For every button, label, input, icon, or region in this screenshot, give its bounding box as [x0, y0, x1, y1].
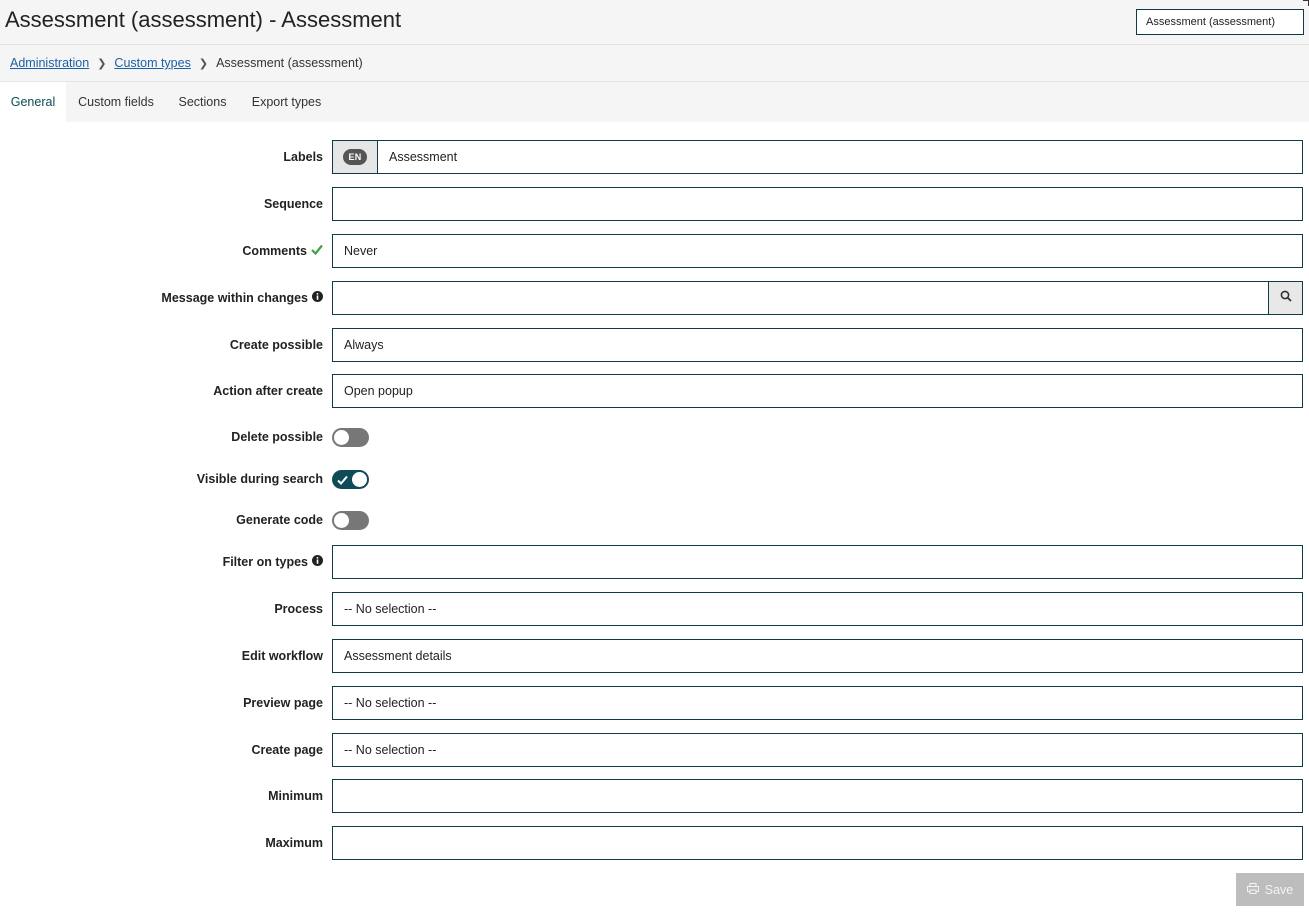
message-within-changes-input[interactable]	[332, 281, 1269, 315]
minimum-label-text: Minimum	[268, 789, 323, 803]
comments-label	[242, 234, 323, 268]
language-badge: EN	[343, 149, 366, 165]
minimum-input[interactable]	[332, 779, 1303, 813]
tab-custom-fields[interactable]: Custom fields	[78, 95, 154, 109]
generate-code-label-text: Generate code	[236, 513, 323, 527]
preview-page-label-text: Preview page	[243, 696, 323, 710]
labels-input[interactable]: Assessment	[377, 140, 1303, 174]
filter-on-types-label	[223, 545, 323, 579]
delete-possible-row	[0, 420, 1309, 454]
tab-sections[interactable]: Sections	[178, 95, 227, 109]
info-icon[interactable]	[312, 545, 323, 579]
process-row	[0, 592, 1309, 626]
process-label-text: Process	[274, 602, 323, 616]
type-select[interactable]: Assessment (assessment)	[1136, 9, 1304, 35]
create-page-select[interactable]: -- No selection --	[332, 733, 1303, 767]
generate-code-label	[236, 503, 323, 537]
toggle-knob	[352, 472, 367, 487]
edit-workflow-select[interactable]: Assessment details	[332, 639, 1303, 673]
visible-during-search-toggle[interactable]	[332, 470, 369, 489]
comments-row	[0, 234, 1309, 268]
page-title: Assessment (assessment) - Assessment	[5, 7, 402, 32]
action-after-create-select[interactable]: Open popup	[332, 374, 1303, 408]
preview-page-select[interactable]: -- No selection --	[332, 686, 1303, 720]
minimum-row	[0, 779, 1309, 813]
sequence-label-text: Sequence	[263, 197, 323, 211]
action-after-create-label-text: Action after create	[213, 384, 323, 398]
tab-export-types[interactable]: Export types	[251, 95, 322, 109]
chevron-right-icon: ❯	[198, 57, 209, 70]
filter-on-types-label-text: Filter on types	[222, 555, 308, 569]
create-page-label-text: Create page	[251, 743, 323, 757]
breadcrumb	[10, 56, 363, 70]
create-page-row	[0, 733, 1309, 767]
check-icon	[337, 473, 348, 491]
preview-page-label	[243, 686, 323, 720]
breadcrumb-link-administration[interactable]: Administration	[10, 56, 90, 70]
printer-icon	[1247, 883, 1259, 897]
save-label: Save	[1264, 882, 1294, 897]
filter-on-types-input[interactable]	[332, 545, 1303, 579]
sequence-input[interactable]	[332, 187, 1303, 221]
toggle-knob	[334, 430, 349, 445]
message-within-changes-label	[161, 281, 323, 315]
labels-row	[0, 140, 1309, 174]
maximum-label	[265, 826, 323, 860]
search-icon	[1280, 289, 1292, 307]
maximum-input[interactable]	[332, 826, 1303, 860]
filter-on-types-row	[0, 545, 1309, 579]
info-icon[interactable]	[312, 281, 323, 315]
language-selector[interactable]	[332, 140, 378, 174]
toggle-knob	[334, 513, 349, 528]
maximum-row	[0, 826, 1309, 860]
generate-code-toggle[interactable]	[332, 511, 369, 530]
chevron-right-icon: ❯	[97, 57, 107, 70]
create-page-label	[251, 733, 323, 767]
breadcrumb-current: Assessment (assessment)	[216, 56, 363, 70]
breadcrumb-bar	[0, 45, 1309, 82]
generate-code-row	[0, 503, 1309, 537]
tab-general[interactable]: General	[0, 82, 66, 122]
tabs-bar	[0, 82, 1309, 122]
edit-workflow-row	[0, 639, 1309, 673]
action-after-create-label	[213, 374, 323, 408]
search-button[interactable]	[1268, 281, 1303, 315]
edit-workflow-label	[242, 639, 323, 673]
action-after-create-row	[0, 374, 1309, 408]
create-possible-label-text: Create possible	[229, 338, 323, 352]
message-within-changes-row	[0, 281, 1309, 315]
preview-page-row	[0, 686, 1309, 720]
visible-during-search-label-text: Visible during search	[196, 472, 323, 486]
corner-mark	[1303, 0, 1309, 6]
maximum-label-text: Maximum	[265, 836, 323, 850]
check-icon	[311, 234, 323, 268]
create-possible-row	[0, 328, 1309, 362]
process-label	[274, 592, 323, 626]
create-possible-label	[230, 328, 323, 362]
delete-possible-label-text: Delete possible	[231, 430, 323, 444]
minimum-label	[268, 779, 323, 813]
edit-workflow-label-text: Edit workflow	[241, 649, 323, 663]
visible-during-search-row	[0, 462, 1309, 496]
create-possible-select[interactable]: Always	[332, 328, 1303, 362]
top-bar	[0, 0, 1309, 45]
save-button[interactable]	[1236, 873, 1304, 906]
breadcrumb-link-custom-types[interactable]: Custom types	[114, 56, 191, 70]
visible-during-search-label	[197, 462, 323, 496]
process-select[interactable]: -- No selection --	[332, 592, 1303, 626]
sequence-label	[264, 187, 323, 221]
delete-possible-label	[231, 420, 323, 454]
comments-select[interactable]: Never	[332, 234, 1303, 268]
delete-possible-toggle[interactable]	[332, 428, 369, 447]
sequence-row	[0, 187, 1309, 221]
labels-label-text: Labels	[283, 150, 323, 164]
labels-label	[283, 140, 323, 174]
comments-label-text: Comments	[242, 244, 307, 258]
message-within-changes-label-text: Message within changes	[161, 291, 308, 305]
